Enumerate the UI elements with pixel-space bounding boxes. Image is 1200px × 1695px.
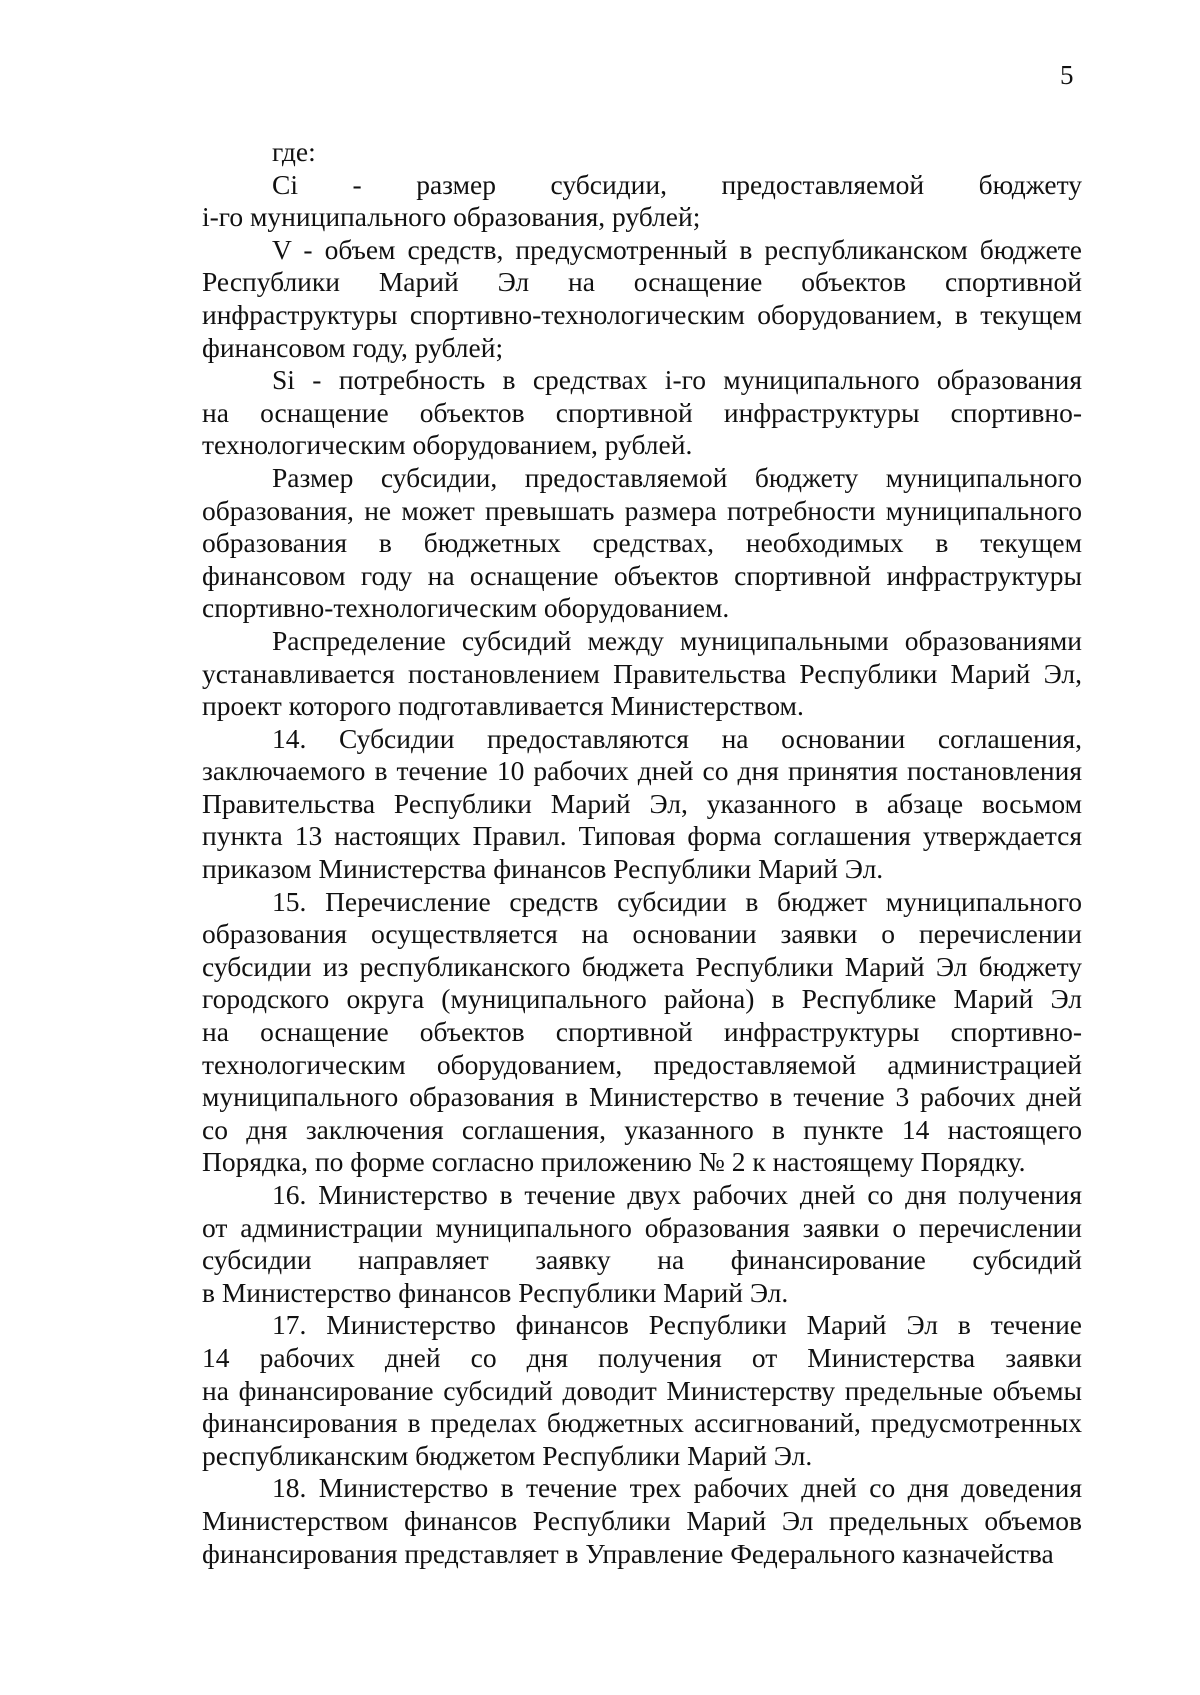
text-line: технологическим оборудованием, рублей. bbox=[202, 429, 693, 461]
text-line: Министерством финансов Республики Марий Эл предельных объемов bbox=[202, 1504, 1082, 1536]
text-line: Si - потребность в средствах i-го муниципального образования bbox=[272, 364, 1082, 396]
paragraph bbox=[202, 723, 1082, 886]
text-line: 14. Субсидии предоставляются на основании соглашения, bbox=[272, 722, 1082, 754]
paragraph bbox=[202, 136, 1082, 169]
text-line: финансовом году на оснащение объектов спортивной инфраструктуры bbox=[202, 559, 1082, 591]
text-line: образования осуществляется на основании заявки о перечислении bbox=[202, 918, 1082, 950]
text-line: Республики Марий Эл на оснащение объектов спортивной bbox=[202, 266, 1082, 298]
paragraph bbox=[202, 886, 1082, 1179]
text-line: муниципального образования в Министерство в течение 3 рабочих дней bbox=[202, 1081, 1082, 1113]
text-line: 18. Министерство в течение трех рабочих дней со дня доведения bbox=[272, 1472, 1082, 1504]
paragraph bbox=[202, 625, 1082, 723]
paragraph bbox=[202, 1472, 1082, 1570]
text-line: финансирования в пределах бюджетных ассигнований, предусмотренных bbox=[202, 1407, 1082, 1439]
text-line: устанавливается постановлением Правительства Республики Марий Эл, bbox=[202, 657, 1082, 689]
text-line: инфраструктуры спортивно-технологическим оборудованием, в текущем bbox=[202, 298, 1082, 330]
text-line: от администрации муниципального образования заявки о перечислении bbox=[202, 1211, 1082, 1243]
text-line: где: bbox=[272, 136, 316, 167]
text-line: Правительства Республики Марий Эл, указанного в абзаце восьмом bbox=[202, 787, 1082, 819]
paragraph bbox=[202, 1179, 1082, 1309]
text-line: субсидии из республиканского бюджета Республики Марий Эл бюджету bbox=[202, 950, 1082, 982]
text-line: проект которого подготавливается Министерством. bbox=[202, 690, 804, 722]
paragraph bbox=[202, 234, 1082, 364]
paragraph bbox=[202, 169, 1082, 234]
text-line: 15. Перечисление средств субсидии в бюджет муниципального bbox=[272, 885, 1082, 917]
paragraph bbox=[202, 462, 1082, 625]
text-line: Распределение субсидий между муниципальными образованиями bbox=[272, 624, 1082, 656]
text-line: финансирования представляет в Управление Федерального казначейства bbox=[202, 1537, 1054, 1569]
text-line: субсидии направляет заявку на финансирование субсидий bbox=[202, 1244, 1082, 1276]
document-body bbox=[202, 136, 1082, 1570]
text-line: в Министерство финансов Республики Марий Эл. bbox=[202, 1276, 789, 1308]
paragraph bbox=[202, 364, 1082, 462]
text-line: 16. Министерство в течение двух рабочих дней со дня получения bbox=[272, 1179, 1082, 1210]
text-line: образования, не может превышать размера потребности муниципального bbox=[202, 494, 1082, 526]
text-line: 17. Министерство финансов Республики Марий Эл в течение bbox=[272, 1309, 1082, 1341]
text-line: спортивно-технологическим оборудованием. bbox=[202, 592, 730, 624]
text-line: республиканским бюджетом Республики Марий Эл. bbox=[202, 1439, 813, 1471]
text-line: технологическим оборудованием, предоставляемой администрацией bbox=[202, 1048, 1082, 1080]
text-line: пункта 13 настоящих Правил. Типовая форма соглашения утверждается bbox=[202, 820, 1082, 852]
text-line: Ci - размер субсидии, предоставляемой бюджету bbox=[272, 168, 1082, 200]
paragraph bbox=[202, 1309, 1082, 1472]
text-line: на оснащение объектов спортивной инфраструктуры спортивно- bbox=[202, 396, 1082, 428]
text-line: со дня заключения соглашения, указанного в пункте 14 настоящего bbox=[202, 1113, 1082, 1145]
text-line: на оснащение объектов спортивной инфраструктуры спортивно- bbox=[202, 1016, 1082, 1048]
text-line: 14 рабочих дней со дня получения от Министерства заявки bbox=[202, 1341, 1082, 1373]
text-line: Порядка, по форме согласно приложению № 2 к настоящему Порядку. bbox=[202, 1146, 1026, 1178]
text-line: V - объем средств, предусмотренный в республиканском бюджете bbox=[272, 233, 1082, 265]
text-line: заключаемого в течение 10 рабочих дней со дня принятия постановления bbox=[202, 755, 1082, 787]
text-line: Размер субсидии, предоставляемой бюджету муниципального bbox=[272, 461, 1082, 493]
text-line: городского округа (муниципального района) в Республике Марий Эл bbox=[202, 983, 1082, 1015]
text-line: финансовом году, рублей; bbox=[202, 331, 504, 363]
text-line: образования в бюджетных средствах, необходимых в текущем bbox=[202, 527, 1082, 559]
text-line: i-го муниципального образования, рублей; bbox=[202, 201, 701, 233]
page-number: 5 bbox=[1060, 60, 1074, 90]
text-line: на финансирование субсидий доводит Министерству предельные объемы bbox=[202, 1374, 1082, 1406]
text-line: приказом Министерства финансов Республики Марий Эл. bbox=[202, 853, 884, 885]
